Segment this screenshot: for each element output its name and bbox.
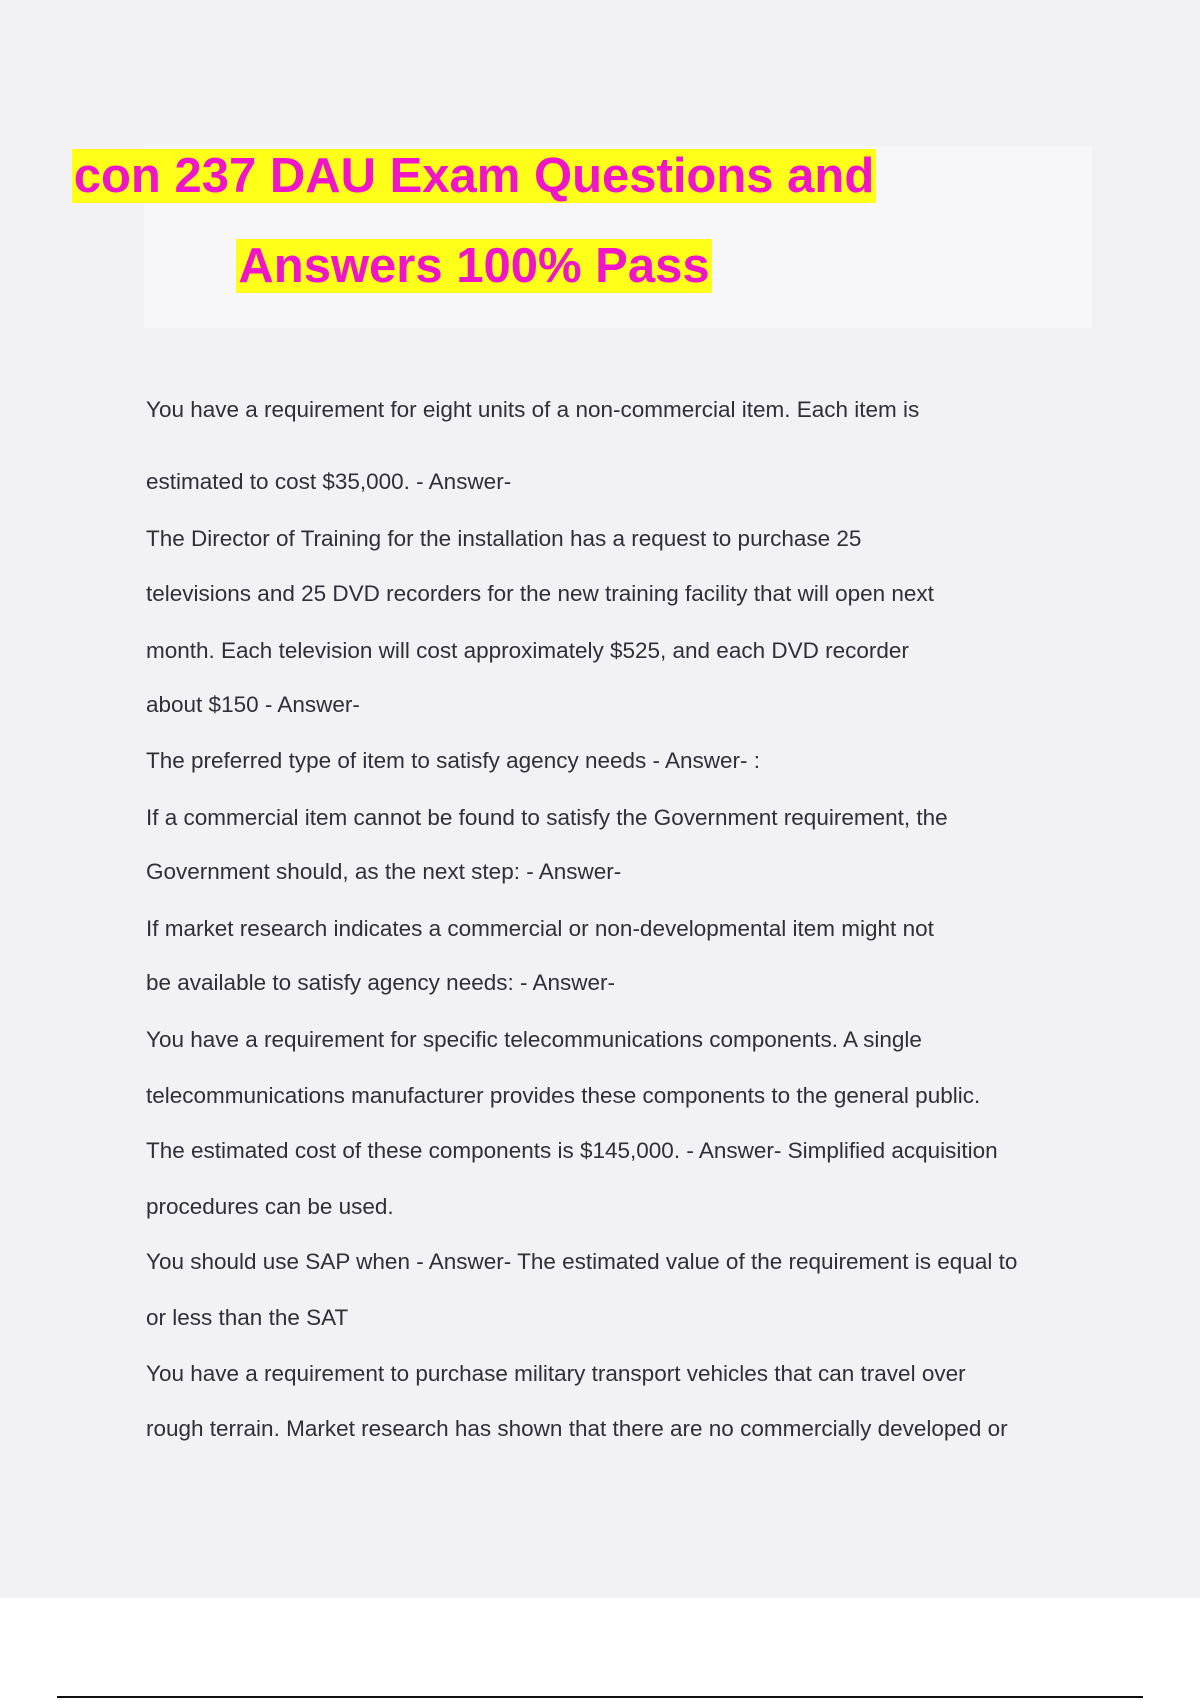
text-line: You have a requirement to purchase military transport vehicles that can travel over bbox=[146, 1361, 966, 1386]
text-line: telecommunications manufacturer provides these components to the general public. bbox=[146, 1083, 981, 1108]
text-line: The Director of Training for the installation has a request to purchase 25 bbox=[146, 526, 862, 551]
text-line: If market research indicates a commercial or non-developmental item might not bbox=[146, 916, 934, 941]
text-line: The preferred type of item to satisfy agency needs - Answer- : bbox=[146, 748, 761, 773]
text-line: The estimated cost of these components is $145,000. - Answer- Simplified acquisition bbox=[146, 1138, 998, 1163]
document-title-line-2 bbox=[0, 235, 948, 297]
text-line: You have a requirement for specific telecommunications components. A single bbox=[146, 1027, 922, 1052]
text-line: televisions and 25 DVD recorders for the new training facility that will open next bbox=[146, 581, 934, 606]
text-line: You should use SAP when - Answer- The estimated value of the requirement is equal to bbox=[146, 1249, 1018, 1274]
text-line: or less than the SAT bbox=[146, 1305, 349, 1330]
text-line: about $150 - Answer- bbox=[146, 692, 360, 717]
text-line: Government should, as the next step: - Answer- bbox=[146, 859, 622, 884]
text-line: If a commercial item cannot be found to satisfy the Government requirement, the bbox=[146, 805, 948, 830]
text-line: procedures can be used. bbox=[146, 1194, 394, 1219]
text-line: month. Each television will cost approximately $525, and each DVD recorder bbox=[146, 638, 909, 663]
page-divider bbox=[57, 1696, 1143, 1698]
text-line: estimated to cost $35,000. - Answer- bbox=[146, 469, 512, 494]
text-line: rough terrain. Market research has shown that there are no commercially developed or bbox=[146, 1416, 1008, 1441]
text-line: be available to satisfy agency needs: - Answer- bbox=[146, 970, 616, 995]
text-line: You have a requirement for eight units of a non-commercial item. Each item is bbox=[146, 397, 920, 422]
document-title-line-1 bbox=[0, 145, 948, 207]
title-highlight-1: con 237 DAU Exam Questions and bbox=[73, 149, 875, 203]
page-gap bbox=[0, 1598, 1200, 1700]
title-highlight-2: Answers 100% Pass bbox=[238, 239, 710, 293]
